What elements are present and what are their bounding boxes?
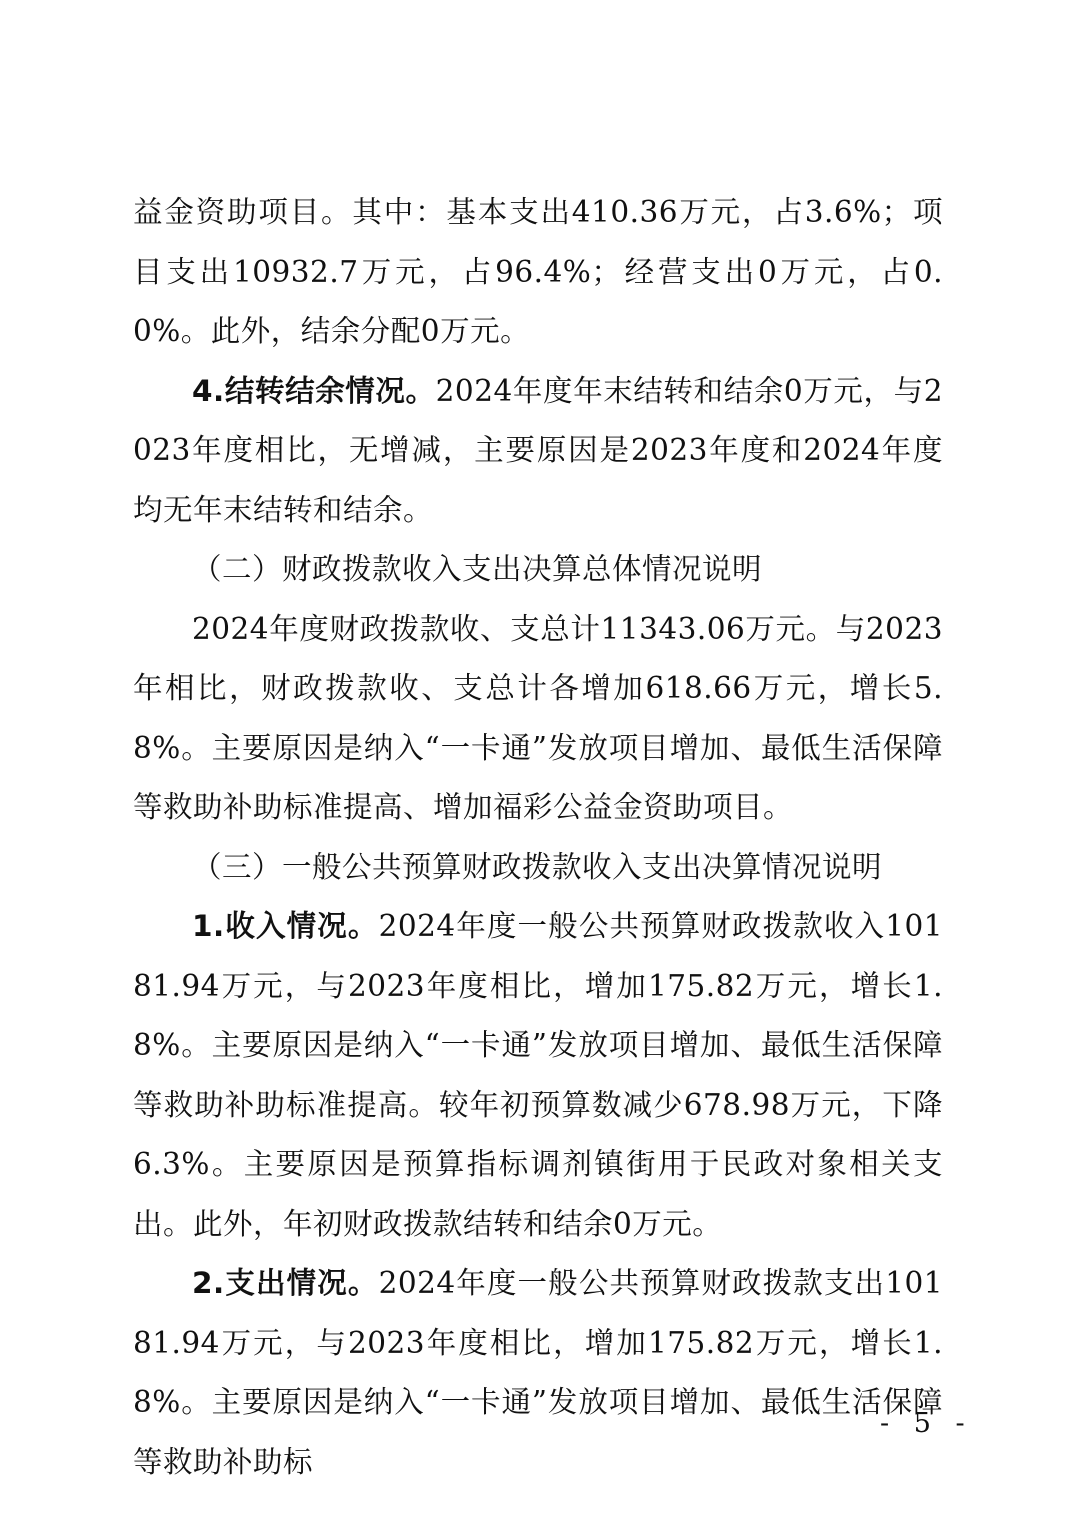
- paragraph-income: [133, 897, 943, 1254]
- paragraph-text: 2024年度一般公共预算财政拨款支出10181.94万元，与2023年度相比，增加175.82万元，增长1.8%。主要原因是纳入“一卡通”发放项目增加、最低生活保障等救助补助标: [133, 1266, 943, 1479]
- section-title-carryover: 4.结转结余情况。: [192, 373, 436, 408]
- paragraph-fiscal-overall: [133, 600, 943, 838]
- paragraph-text: 2024年度财政拨款收、支总计11343.06万元。与2023年相比，财政拨款收、支总计各增加618.66万元，增长5.8%。主要原因是纳入“一卡通”发放项目增加、最低生活保障等救助补助标准提高、增加福彩公益金资助项目。: [133, 611, 943, 824]
- heading-text: （三）一般公共预算财政拨款收入支出决算情况说明: [192, 849, 883, 884]
- paragraph-text: 益金资助项目。其中：基本支出410.36万元，占3.6%；项目支出10932.7万元，占96.4%；经营支出0万元，占0.0%。此外，结余分配0万元。: [133, 195, 943, 348]
- section-title-expenditure: 2.支出情况。: [192, 1266, 379, 1300]
- document-body: [133, 183, 943, 1492]
- section-heading-fiscal-overall: [133, 540, 943, 600]
- paragraph-expenditure: [133, 1254, 943, 1492]
- paragraph-text: 2024年度年末结转和结余0万元，与2023年度相比，无增减，主要原因是2023年度和2024年度均无年末结转和结余。: [133, 373, 943, 527]
- paragraph-expenditure-breakdown: [133, 183, 943, 362]
- paragraph-carryover: [133, 362, 943, 541]
- section-title-income: 1.收入情况。: [192, 909, 379, 943]
- section-heading-general-budget: [133, 838, 943, 898]
- heading-text: （二）财政拨款收入支出决算总体情况说明: [192, 552, 763, 586]
- paragraph-text: 2024年度一般公共预算财政拨款收入10181.94万元，与2023年度相比，增加175.82万元，增长1.8%。主要原因是纳入“一卡通”发放项目增加、最低生活保障等救助补助标准提高。较年初预算数减少678.98万元，下降6.3%。主要原因是预算指标调剂镇街用于民政对象相关支出。此外，年初财政拨款结转和结余0万元。: [133, 909, 943, 1241]
- page-number: - 5 -: [880, 1408, 973, 1439]
